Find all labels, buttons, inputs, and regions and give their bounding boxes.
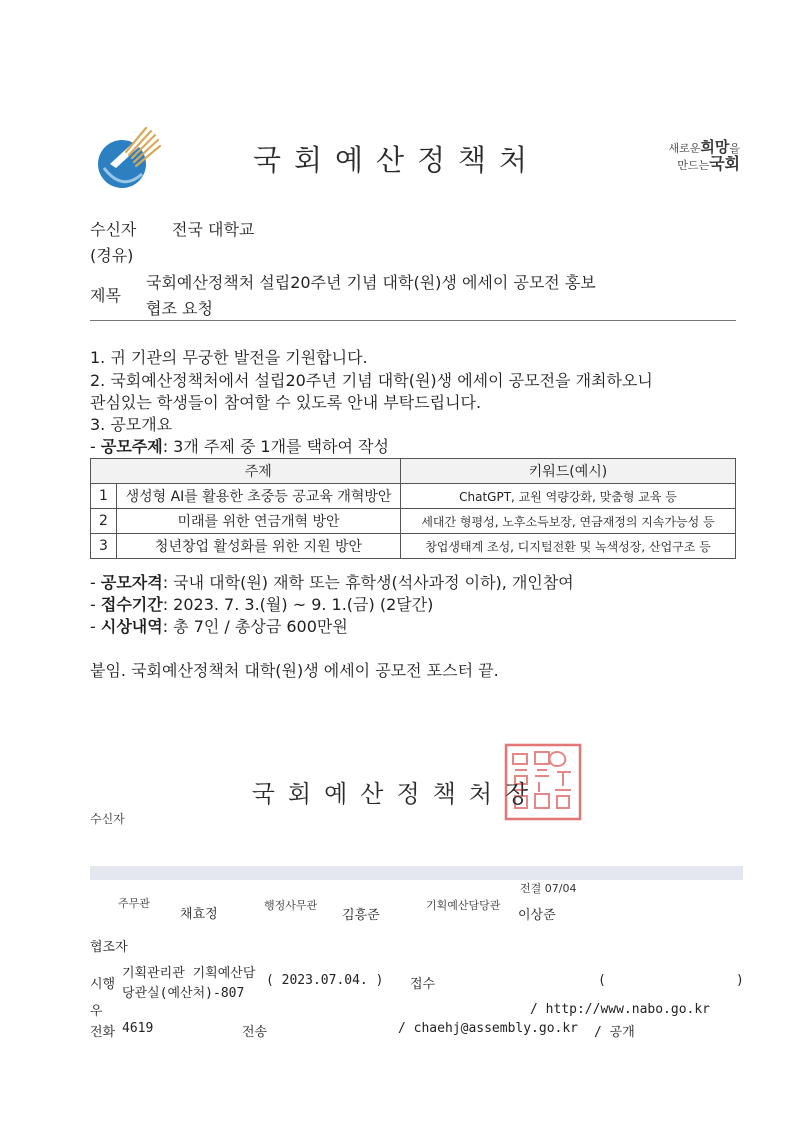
body-line-1: 1. 귀 기관의 무궁한 발전을 기원합니다. bbox=[90, 348, 368, 367]
topic-table bbox=[90, 458, 736, 559]
approver-3: 이상준 bbox=[518, 908, 556, 923]
period-label: 접수기간 bbox=[100, 595, 163, 614]
via-label: (경유) bbox=[90, 246, 134, 265]
eligibility-line bbox=[90, 570, 574, 593]
recipient-label: 수신자 bbox=[90, 220, 137, 239]
table-header-blank bbox=[91, 459, 117, 484]
award-prefix: - bbox=[90, 617, 101, 636]
row-keywords: 창업생태계 조성, 디지털전환 및 녹색성장, 산업구조 등 bbox=[401, 534, 736, 559]
receipt-paren-open: ( bbox=[598, 973, 606, 988]
table-row bbox=[91, 534, 736, 559]
subject-line-2: 협조 요청 bbox=[146, 299, 213, 318]
subject-label: 제목 bbox=[90, 286, 121, 305]
approver-1: 채효정 bbox=[180, 907, 218, 922]
role-3: 기획예산담당관 bbox=[426, 899, 501, 912]
table-row bbox=[91, 509, 736, 534]
theme-line bbox=[90, 434, 389, 457]
body-line-3: 3. 공모개요 bbox=[90, 415, 173, 434]
slogan-small-1: 새로운 bbox=[668, 142, 701, 155]
slogan bbox=[655, 140, 740, 173]
eligibility-value: : 국내 대학(원) 재학 또는 휴학생(석사과정 이하), 개인참여 bbox=[162, 573, 574, 592]
receipt-paren-close: ) bbox=[736, 973, 744, 988]
theme-value: : 3개 주제 중 1개를 택하여 작성 bbox=[162, 437, 389, 456]
row-keywords: ChatGPT, 교원 역량강화, 맞춤형 교육 등 bbox=[401, 484, 736, 509]
role-2: 행정사무관 bbox=[264, 899, 318, 912]
slogan-tail: 을 bbox=[729, 142, 740, 155]
organization-title: 국회예산정책처 bbox=[252, 143, 541, 177]
slogan-small-2: 만드는 bbox=[677, 158, 710, 172]
table-row bbox=[91, 484, 736, 509]
period-value: : 2023. 7. 3.(월) ~ 9. 1.(금) (2달간) bbox=[162, 595, 434, 614]
period-prefix: - bbox=[90, 595, 101, 614]
award-value: : 총 7인 / 총상금 600만원 bbox=[162, 617, 348, 636]
body-line-2b: 관심있는 학생들이 참여할 수 있도록 안내 부탁드립니다. bbox=[90, 393, 482, 412]
enforce-label: 시행 bbox=[90, 977, 116, 992]
disclosure-status: / 공개 bbox=[594, 1025, 635, 1040]
row-topic: 생성형 AI를 활용한 초중등 공교육 개혁방안 bbox=[117, 484, 401, 509]
eligibility-label: 공모자격 bbox=[100, 573, 163, 592]
email-link[interactable]: / chaehj@assembly.go.kr bbox=[398, 1021, 579, 1036]
table-header-keywords: 키워드(예시) bbox=[401, 459, 736, 484]
row-keywords: 세대간 형평성, 노후소득보장, 연금재정의 지속가능성 등 bbox=[401, 509, 736, 534]
row-number: 3 bbox=[91, 534, 117, 559]
row-topic: 청년창업 활성화를 위한 지원 방안 bbox=[117, 534, 401, 559]
postal-label: 우 bbox=[90, 1004, 103, 1019]
row-topic: 미래를 위한 연금개혁 방안 bbox=[117, 509, 401, 534]
slogan-big-2: 국회 bbox=[709, 153, 740, 173]
subject-line-1: 국회예산정책처 설립20주년 기념 대학(원)생 에세이 공모전 홍보 bbox=[146, 273, 596, 292]
sender-name: 국회예산정책처장 bbox=[251, 780, 542, 808]
website-link[interactable]: / http://www.nabo.go.kr bbox=[530, 1002, 711, 1017]
phone-label: 전화 bbox=[90, 1025, 116, 1040]
slogan-big-1: 희망 bbox=[700, 138, 730, 156]
fax-label: 전송 bbox=[242, 1025, 268, 1040]
subject-divider bbox=[90, 320, 736, 321]
row-number: 2 bbox=[91, 509, 117, 534]
table-header-row bbox=[91, 459, 736, 484]
dept-line-2: 당관실(예산처)-807 bbox=[122, 986, 245, 1001]
award-line bbox=[90, 614, 348, 637]
eligibility-prefix: - bbox=[90, 573, 101, 592]
dept-line-1: 기획관리관 기획예산담 bbox=[122, 966, 256, 981]
phone-value: 4619 bbox=[122, 1021, 154, 1036]
role-1: 주무관 bbox=[118, 897, 150, 910]
cooperator-label: 협조자 bbox=[90, 940, 128, 955]
enforce-date: ( 2023.07.04. ) bbox=[266, 973, 384, 988]
final-approval: 전결 07/04 bbox=[520, 882, 577, 895]
approval-stripe bbox=[90, 866, 743, 880]
body-line-2a: 2. 국회예산정책처에서 설립20주년 기념 대학(원)생 에세이 공모전을 개최하오니 bbox=[90, 371, 653, 390]
theme-prefix: - bbox=[90, 437, 101, 456]
recipient-footer-label: 수신자 bbox=[90, 812, 125, 826]
period-line bbox=[90, 592, 433, 615]
award-label: 시상내역 bbox=[100, 617, 163, 636]
table-header-topic: 주제 bbox=[117, 459, 401, 484]
recipient-value: 전국 대학교 bbox=[172, 220, 255, 239]
row-number: 1 bbox=[91, 484, 117, 509]
attachment-line: 붙임. 국회예산정책처 대학(원)생 에세이 공모전 포스터 끝. bbox=[90, 661, 499, 680]
approver-2: 김흥준 bbox=[342, 908, 380, 923]
receipt-label: 접수 bbox=[410, 977, 436, 992]
theme-label: 공모주제 bbox=[100, 437, 163, 456]
